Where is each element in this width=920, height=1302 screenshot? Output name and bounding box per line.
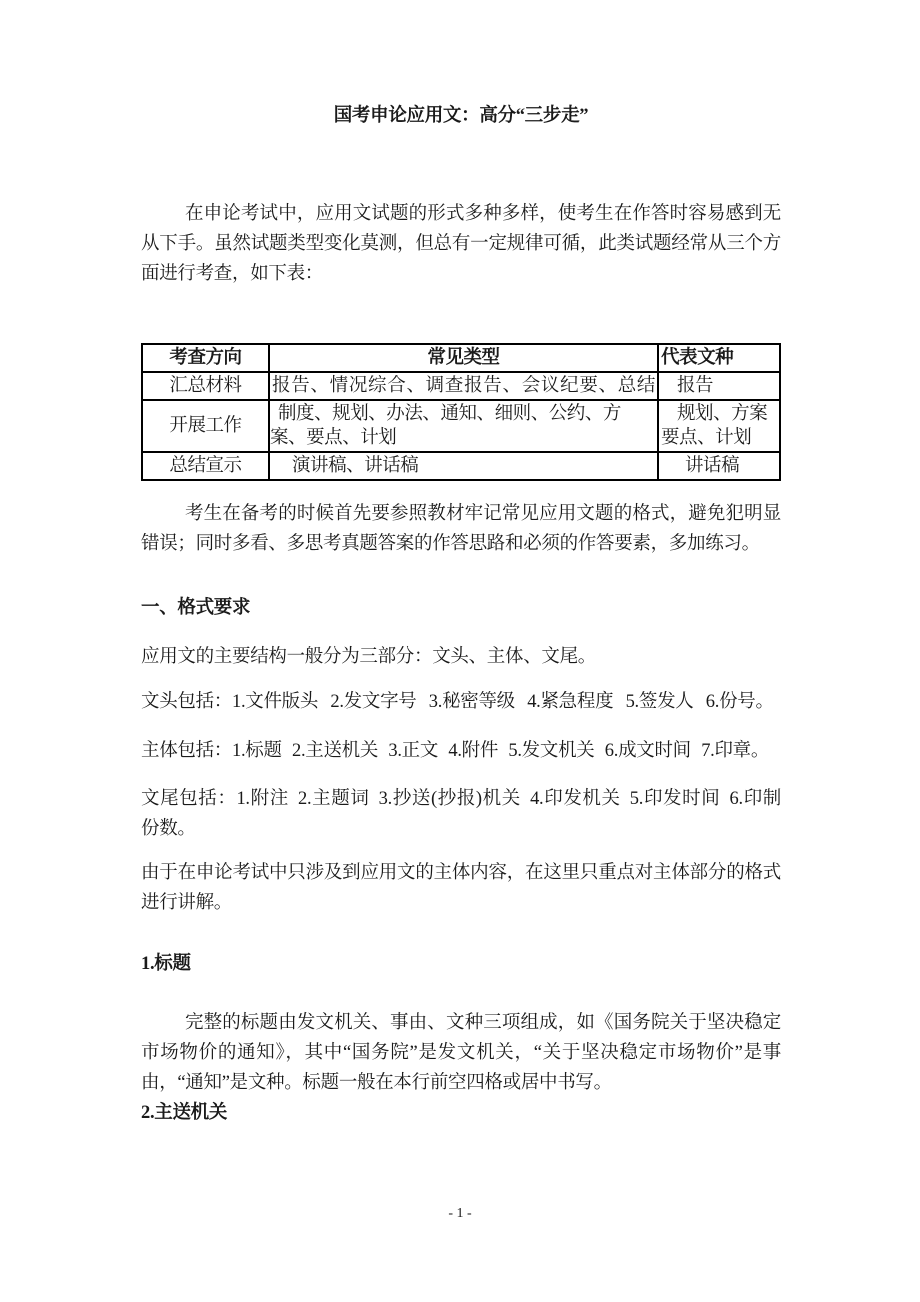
page-number: - 1 - xyxy=(448,1206,472,1221)
title-explanation-paragraph: 完整的标题由发文机关、事由、文种三项组成，如《国务院关于坚决稳定市场物价的通知》，其中“国务院”是发文机关，“关于坚决稳定市场物价”是事由，“通知”是文种。标题一般在本行前空四格或居中书写。 xyxy=(141,1013,781,1093)
cell-direction: 开展工作 xyxy=(142,400,269,452)
header-cell-direction: 考查方向 xyxy=(142,344,269,372)
table-row xyxy=(142,372,780,400)
exam-focus-table xyxy=(141,343,781,481)
document-head-line: 文头包括：1.文件版头 2.发文字号 3.秘密等级 4.紧急程度 5.签发人 6.份号。 xyxy=(141,692,774,712)
cell-common-types: 报告、情况综合、调查报告、会议纪要、总结 xyxy=(269,372,658,400)
table-row xyxy=(142,400,780,452)
cell-representative: 讲话稿 xyxy=(658,452,780,480)
cell-direction: 汇总材料 xyxy=(142,372,269,400)
section-heading-format: 一、格式要求 xyxy=(141,598,251,618)
structure-line: 应用文的主要结构一般分为三部分：文头、主体、文尾。 xyxy=(141,647,597,667)
header-cell-common-types: 常见类型 xyxy=(269,344,658,372)
table-row xyxy=(142,452,780,480)
cell-common-types: 制度、规划、办法、通知、细则、公约、方案、要点、计划 xyxy=(269,400,658,452)
document-tail-line-1: 文尾包括：1.附注 2.主题词 3.抄送(抄报)机关 4.印发机关 5.印发时间 6.印制 xyxy=(141,789,781,809)
cell-direction: 总结宣示 xyxy=(142,452,269,480)
cell-representative: 报告 xyxy=(658,372,780,400)
document-title: 国考申论应用文：高分“三步走” xyxy=(333,106,589,126)
note-paragraph: 考生在备考的时候首先要参照教材牢记常见应用文题的格式，避免犯明显错误；同时多看、多思考真题答案的作答思路和必须的作答要素，多加练习。 xyxy=(141,504,781,554)
table-header-row xyxy=(142,344,780,372)
section-heading-recipient: 2.主送机关 xyxy=(141,1103,228,1123)
cell-common-types: 演讲稿、讲话稿 xyxy=(269,452,658,480)
intro-paragraph: 在申论考试中，应用文试题的形式多种多样，使考生在作答时容易感到无从下手。虽然试题类型变化莫测，但总有一定规律可循，此类试题经常从三个方面进行考查，如下表： xyxy=(141,204,781,284)
scope-paragraph: 由于在申论考试中只涉及到应用文的主体内容，在这里只重点对主体部分的格式进行讲解。 xyxy=(141,863,781,913)
document-tail-paragraph xyxy=(141,784,781,844)
section-heading-title: 1.标题 xyxy=(141,954,191,974)
header-cell-representative: 代表文种 xyxy=(658,344,780,372)
cell-representative: 规划、方案 要点、计划 xyxy=(658,400,780,452)
document-body-line: 主体包括：1.标题 2.主送机关 3.正文 4.附件 5.发文机关 6.成文时间 7.印章。 xyxy=(141,741,770,761)
document-tail-line-2: 份数。 xyxy=(141,819,196,839)
